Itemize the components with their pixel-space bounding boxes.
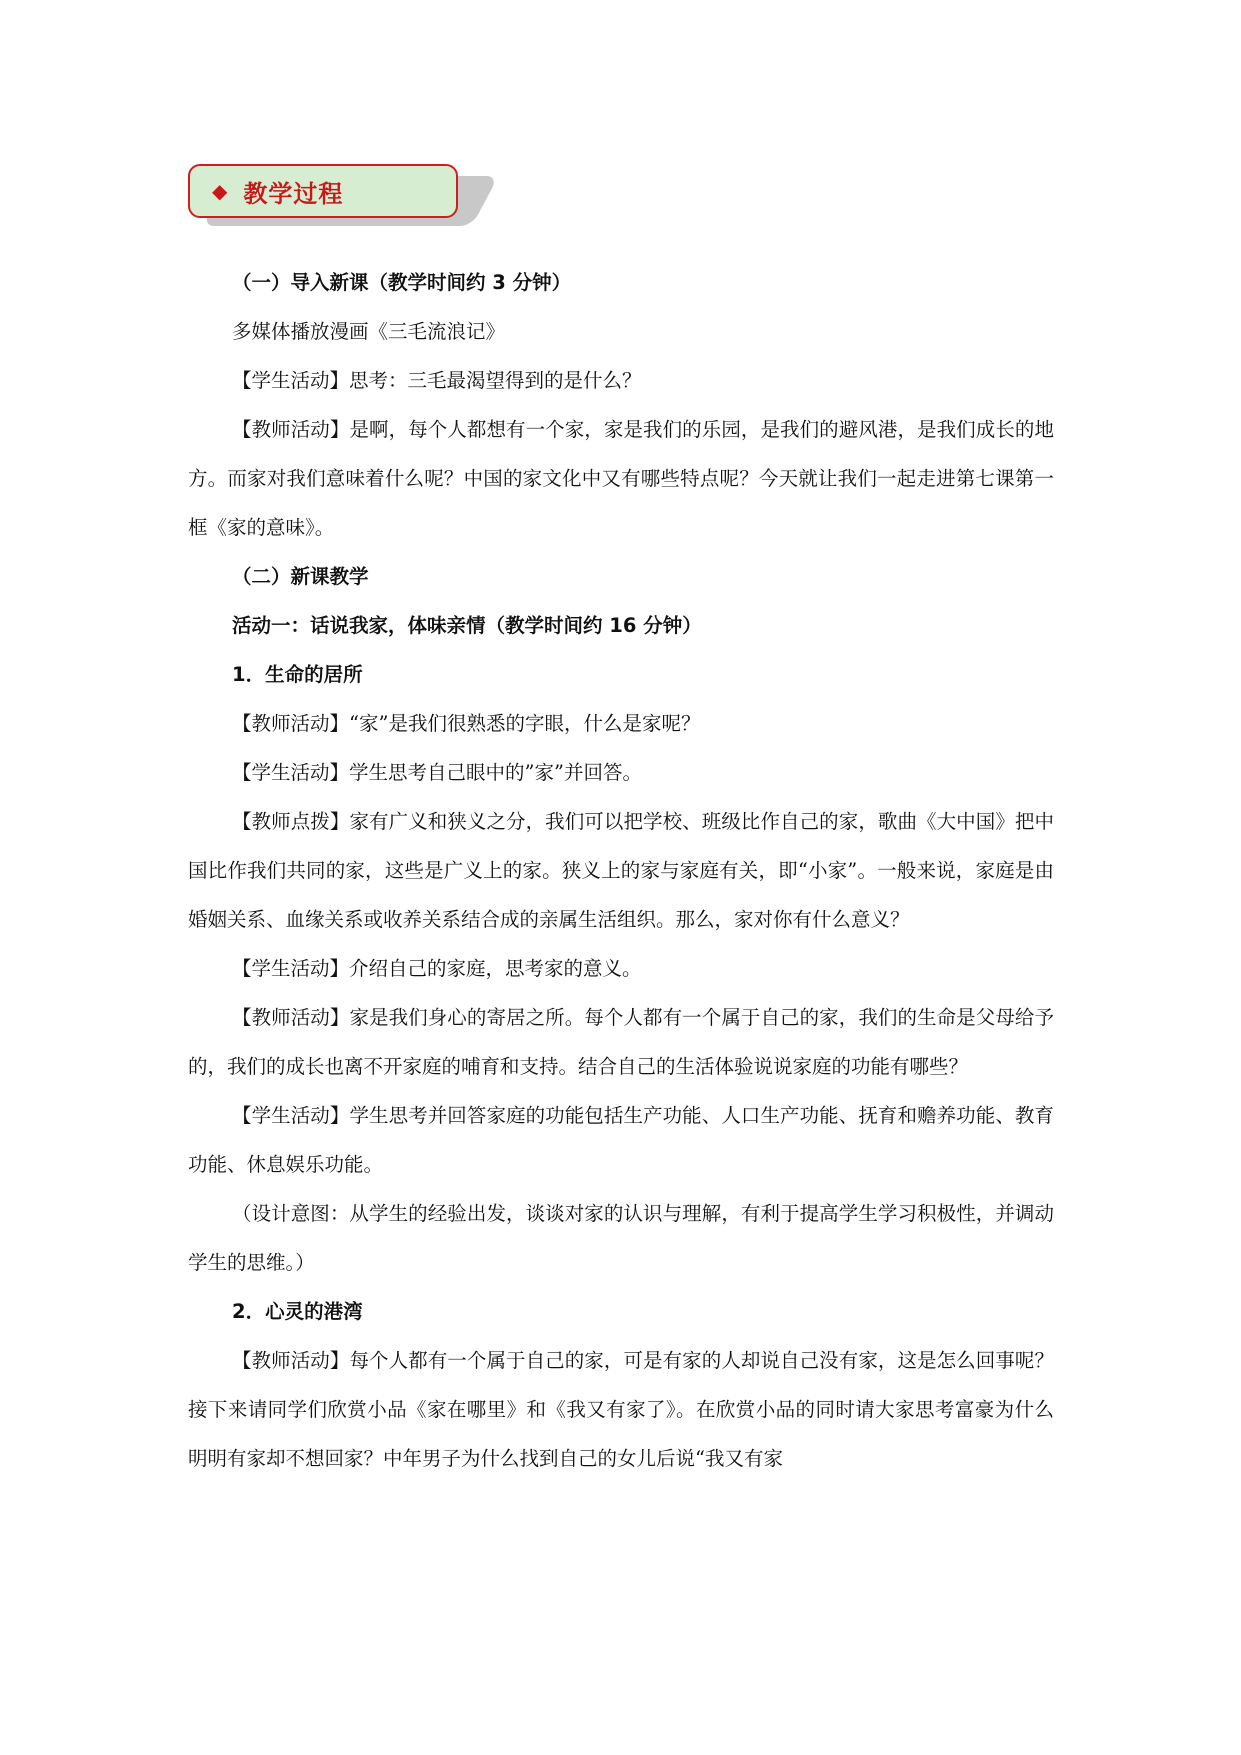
section-heading	[188, 552, 1054, 601]
paragraph-text: 学生思考并回答家庭的功能包括生产功能、人口生产功能、抚育和赡养功能、教育功能、休息娱乐功能。	[188, 1104, 1054, 1176]
paragraph-text: 介绍自己的家庭，思考家的意义。	[349, 957, 642, 980]
section-header	[188, 164, 488, 234]
paragraph	[188, 307, 1054, 356]
section-heading	[188, 650, 1054, 699]
paragraph-text: 学生思考自己眼中的”家”并回答。	[349, 761, 642, 784]
paragraph-text: 2．心灵的港湾	[232, 1300, 363, 1323]
section-heading	[188, 1287, 1054, 1336]
activity-tag: 【教师活动】	[232, 1349, 350, 1372]
activity-tag: 【教师活动】	[232, 418, 350, 441]
activity-tag: 【学生活动】	[232, 761, 350, 784]
activity-tag: 【教师活动】	[232, 712, 350, 735]
activity-tag: 【学生活动】	[232, 1104, 350, 1127]
section-heading	[188, 601, 1054, 650]
paragraph-text: “家”是我们很熟悉的字眼，什么是家呢？	[349, 712, 701, 735]
paragraph	[188, 944, 1054, 993]
section-header-box	[188, 164, 458, 218]
diamond-bullet-icon: ◆	[212, 179, 228, 203]
paragraph-text: 家有广义和狭义之分，我们可以把学校、班级比作自己的家，歌曲《大中国》把中国比作我们共同的家，这些是广义上的家。狭义上的家与家庭有关，即“小家”。一般来说，家庭是由婚姻关系、血缘关系或收养关系结合成的亲属生活组织。那么，家对你有什么意义？	[188, 810, 1054, 931]
paragraph	[188, 1091, 1054, 1189]
activity-tag: 【学生活动】	[232, 369, 350, 392]
paragraph	[188, 797, 1054, 944]
paragraph-text: 家是我们身心的寄居之所。每个人都有一个属于自己的家，我们的生命是父母给予的，我们的成长也离不开家庭的哺育和支持。结合自己的生活体验说说家庭的功能有哪些？	[188, 1006, 1054, 1078]
paragraph	[188, 748, 1054, 797]
paragraph-text: 思考：三毛最渴望得到的是什么？	[349, 369, 642, 392]
paragraph-text: 活动一：话说我家，体味亲情（教学时间约 16 分钟）	[232, 614, 702, 637]
activity-tag: 【学生活动】	[232, 957, 350, 980]
activity-tag: 【教师活动】	[232, 1006, 350, 1029]
paragraph-text: 1．生命的居所	[232, 663, 363, 686]
document-body	[188, 258, 1054, 1483]
paragraph	[188, 405, 1054, 552]
paragraph	[188, 993, 1054, 1091]
section-heading	[188, 258, 1054, 307]
paragraph-text: 每个人都有一个属于自己的家，可是有家的人却说自己没有家，这是怎么回事呢？接下来请同学们欣赏小品《家在哪里》和《我又有家了》。在欣赏小品的同时请大家思考富豪为什么明明有家却不想回家？中年男子为什么找到自己的女儿后说“我又有家	[188, 1349, 1054, 1470]
paragraph-text: （一）导入新课（教学时间约 3 分钟）	[232, 271, 572, 294]
paragraph-text: （设计意图：从学生的经验出发，谈谈对家的认识与理解，有利于提高学生学习积极性，并调动学生的思维。）	[188, 1202, 1054, 1274]
paragraph	[188, 1336, 1054, 1483]
paragraph-text: 是啊，每个人都想有一个家，家是我们的乐园，是我们的避风港，是我们成长的地方。而家对我们意味着什么呢？中国的家文化中又有哪些特点呢？今天就让我们一起走进第七课第一框《家的意味》。	[188, 418, 1054, 539]
paragraph	[188, 699, 1054, 748]
activity-tag: 【教师点拨】	[232, 810, 350, 833]
paragraph	[188, 1189, 1054, 1287]
section-title: 教学过程	[243, 179, 344, 208]
paragraph-text: 多媒体播放漫画《三毛流浪记》	[232, 320, 506, 343]
paragraph-text: （二）新课教学	[232, 565, 369, 588]
paragraph	[188, 356, 1054, 405]
